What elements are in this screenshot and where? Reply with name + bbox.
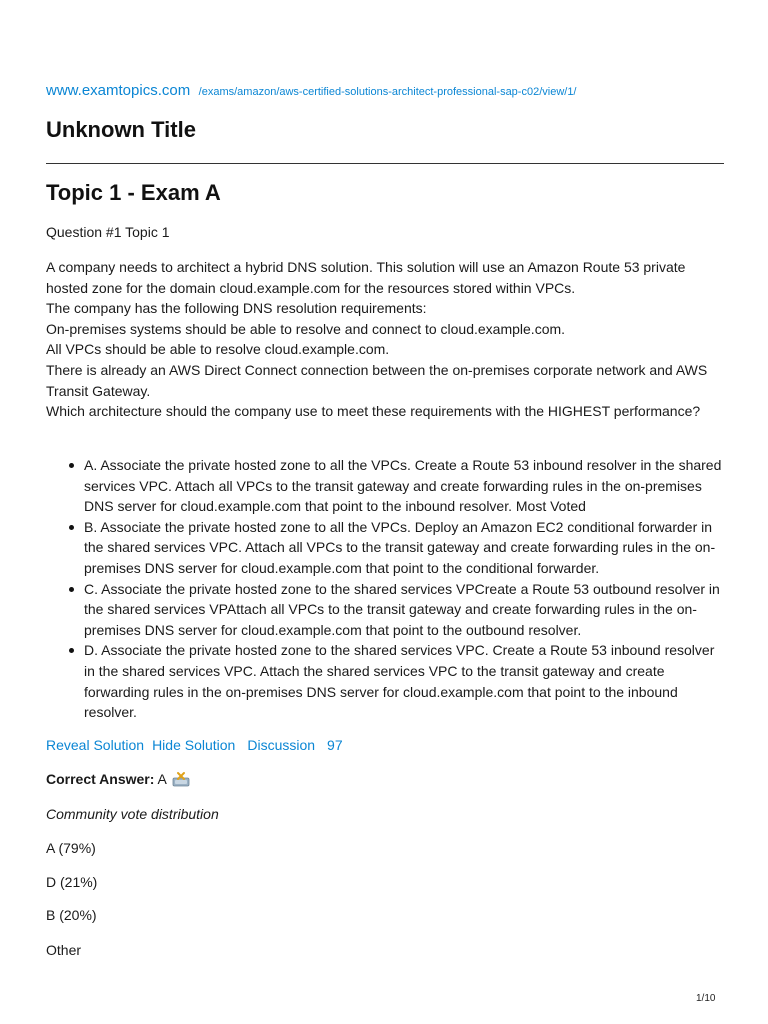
correct-answer xyxy=(46,771,190,787)
question-paragraph: There is already an AWS Direct Connect connection between the on-premises corporate network and AWS Transit Gateway. xyxy=(46,361,708,399)
vote-item: D (21%) xyxy=(46,874,98,890)
page-number: 1/10 xyxy=(696,993,716,1004)
discussion-count-link[interactable]: 97 xyxy=(327,737,343,753)
question-paragraph: All VPCs should be able to resolve cloud.example.com. xyxy=(46,341,390,358)
vote-item: A (79%) xyxy=(46,840,96,856)
document-title: Unknown Title xyxy=(46,117,196,142)
vote-distribution-title: Community vote distribution xyxy=(46,806,219,822)
choice-c[interactable]: C. Associate the private hosted zone to the shared services VPCreate a Route 53 outbound resolver in the shared services VPAttach all VPCs to the transit gateway and create forwarding rules in the on-premises DNS server for cloud.example.com that point to the outbound resolver. xyxy=(84,579,724,641)
solution-links xyxy=(46,737,351,753)
url-path-link[interactable]: /exams/amazon/aws-certified-solutions-architect-professional-sap-c02/view/1/ xyxy=(198,86,577,98)
title-divider xyxy=(46,163,724,164)
reveal-solution-link[interactable]: Reveal Solution xyxy=(46,737,145,753)
answer-badge-icon xyxy=(172,771,190,787)
question-label: Question #1 Topic 1 xyxy=(46,224,170,240)
source-url[interactable] xyxy=(46,82,577,100)
question-body xyxy=(46,257,724,422)
correct-answer-value: A xyxy=(157,771,167,787)
question-paragraph: On-premises systems should be able to resolve and connect to cloud.example.com. xyxy=(46,320,566,337)
vote-item: B (20%) xyxy=(46,907,97,923)
hide-solution-link[interactable]: Hide Solution xyxy=(152,737,236,753)
choice-a[interactable]: A. Associate the private hosted zone to all the VPCs. Create a Route 53 inbound resolver in the shared services VPC. Attach all VPCs to the transit gateway and create forwarding rules in the on-premises DNS server for cloud.example.com that point to the inbound resolver. Most Voted xyxy=(84,455,724,517)
discussion-link[interactable]: Discussion xyxy=(247,737,316,753)
choice-d[interactable]: D. Associate the private hosted zone to the shared services VPC. Create a Route 53 inbound resolver in the shared services VPC. Attach the shared services VPC to the transit gateway and create forwarding rules in the on-premises DNS server for cloud.example.com that point to the inbound resolver. xyxy=(84,640,724,722)
question-paragraph: Which architecture should the company use to meet these requirements with the HIGHEST performance? xyxy=(46,403,701,420)
question-paragraph: A company needs to architect a hybrid DNS solution. This solution will use an Amazon Route 53 private hosted zone for the domain cloud.example.com for the resources stored within VPCs. xyxy=(46,259,686,296)
choice-b[interactable]: B. Associate the private hosted zone to all the VPCs. Deploy an Amazon EC2 conditional forwarder in the shared services VPC. Attach all VPCs to the transit gateway and create forwarding rules in the on-premises DNS server for cloud.example.com that point to the conditional forwarder. xyxy=(84,517,724,579)
url-host-link[interactable]: www.examtopics.com xyxy=(46,82,191,99)
vote-item: Other xyxy=(46,942,82,958)
topic-heading: Topic 1 - Exam A xyxy=(46,180,221,205)
correct-answer-label: Correct Answer: xyxy=(46,771,155,787)
question-paragraph: The company has the following DNS resolution requirements: xyxy=(46,300,427,317)
answer-choices xyxy=(46,455,724,723)
